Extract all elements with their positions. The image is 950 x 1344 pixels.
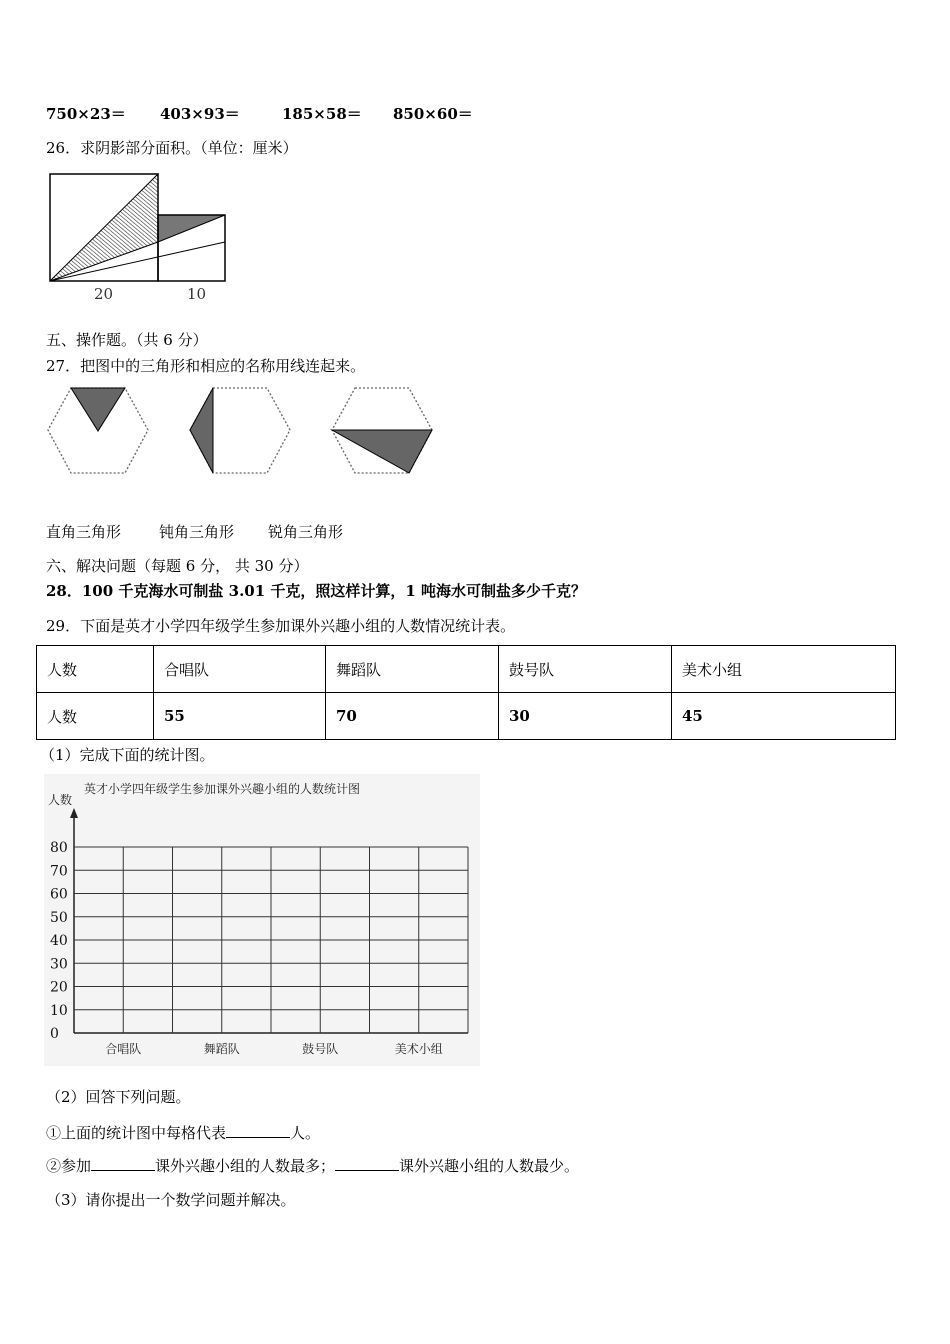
chart-yticks [50, 840, 68, 1042]
calc-2: 403×93＝ [160, 105, 240, 123]
hexagon-3 [328, 384, 436, 480]
line2-post: 课外兴趣小组的人数最少。 [399, 1157, 580, 1175]
y-tick-label: 20 [50, 979, 68, 996]
shaded-triangle-right [158, 215, 225, 242]
table-cell: 舞蹈队 [326, 646, 499, 693]
label-10: 10 [187, 285, 207, 303]
q29-line1 [46, 1122, 320, 1143]
shaded-triangle-left [50, 174, 158, 281]
calc-1: 750×23＝ [46, 105, 126, 123]
q28-text: 28．100 千克海水可制盐 3.01 千克，照这样计算，1 吨海水可制盐多少千克？ [46, 582, 587, 600]
name-right-triangle: 直角三角形 [46, 523, 122, 541]
table-row [37, 646, 896, 693]
hexagon-1 [44, 384, 152, 480]
bar-chart [44, 774, 480, 1066]
x-tick-label: 合唱队 [105, 1042, 142, 1056]
y-tick-label: 0 [50, 1026, 59, 1042]
calc-4: 850×60＝ [393, 105, 473, 123]
y-tick-label: 70 [50, 863, 68, 880]
answer-blank[interactable] [226, 1123, 290, 1138]
answer-blank[interactable] [91, 1156, 155, 1171]
table-cell: 鼓号队 [499, 646, 672, 693]
q26-text: 26．求阴影部分面积。（单位：厘米） [46, 139, 298, 157]
y-tick-label: 40 [50, 933, 68, 949]
q29-sub1: （1）完成下面的统计图。 [40, 746, 215, 764]
shaded-area-figure [40, 168, 240, 308]
hexagon-2 [186, 384, 294, 480]
table-cell: 70 [326, 693, 499, 740]
q27-text: 27．把图中的三角形和相应的名称用线连起来。 [46, 357, 366, 375]
chart-title: 英才小学四年级学生参加课外兴趣小组的人数统计图 [84, 782, 361, 796]
y-tick-label: 10 [50, 1002, 68, 1019]
y-tick-label: 80 [50, 840, 68, 856]
line1-pre: ①上面的统计图中每格代表 [46, 1124, 227, 1142]
label-20: 20 [94, 285, 114, 303]
q29-text: 29．下面是英才小学四年级学生参加课外兴趣小组的人数情况统计表。 [46, 617, 516, 635]
y-tick-label: 60 [50, 886, 68, 903]
q29-line2 [46, 1155, 579, 1176]
q29-sub3: （3）请你提出一个数学问题并解决。 [46, 1191, 296, 1209]
chart-xlabels [105, 1041, 443, 1056]
acute-triangle-top [71, 388, 125, 431]
table-cell: 人数 [37, 646, 154, 693]
x-tick-label: 美术小组 [394, 1042, 443, 1056]
section-5-title: 五、操作题。（共 6 分） [46, 331, 208, 349]
obtuse-triangle-left [190, 388, 213, 473]
calc-3: 185×58＝ [282, 105, 362, 123]
table-row [37, 693, 896, 740]
name-acute-triangle: 锐角三角形 [268, 523, 344, 541]
chart-ylabel: 人数 [48, 793, 73, 807]
table-cell: 美术小组 [672, 646, 896, 693]
stats-table [36, 645, 896, 740]
right-triangle-mid [332, 430, 432, 473]
table-cell: 45 [672, 693, 896, 740]
chart-grid [70, 808, 468, 1033]
x-tick-label: 鼓号队 [302, 1042, 339, 1056]
table-cell: 55 [154, 693, 326, 740]
answer-blank[interactable] [335, 1156, 399, 1171]
x-tick-label: 舞蹈队 [203, 1042, 240, 1056]
table-cell: 30 [499, 693, 672, 740]
line1-post: 人。 [290, 1124, 321, 1142]
y-tick-label: 50 [50, 909, 68, 926]
line2-mid: 课外兴趣小组的人数最多； [155, 1157, 336, 1175]
name-obtuse-triangle: 钝角三角形 [159, 523, 235, 541]
section-6-title: 六、解决问题（每题 6 分， 共 30 分） [46, 557, 309, 575]
y-tick-label: 30 [50, 956, 68, 973]
line2-pre: ②参加 [46, 1157, 92, 1175]
q29-sub2: （2）回答下列问题。 [46, 1088, 191, 1106]
table-cell: 合唱队 [154, 646, 326, 693]
y-axis-arrow [70, 808, 78, 818]
table-cell: 人数 [37, 693, 154, 740]
